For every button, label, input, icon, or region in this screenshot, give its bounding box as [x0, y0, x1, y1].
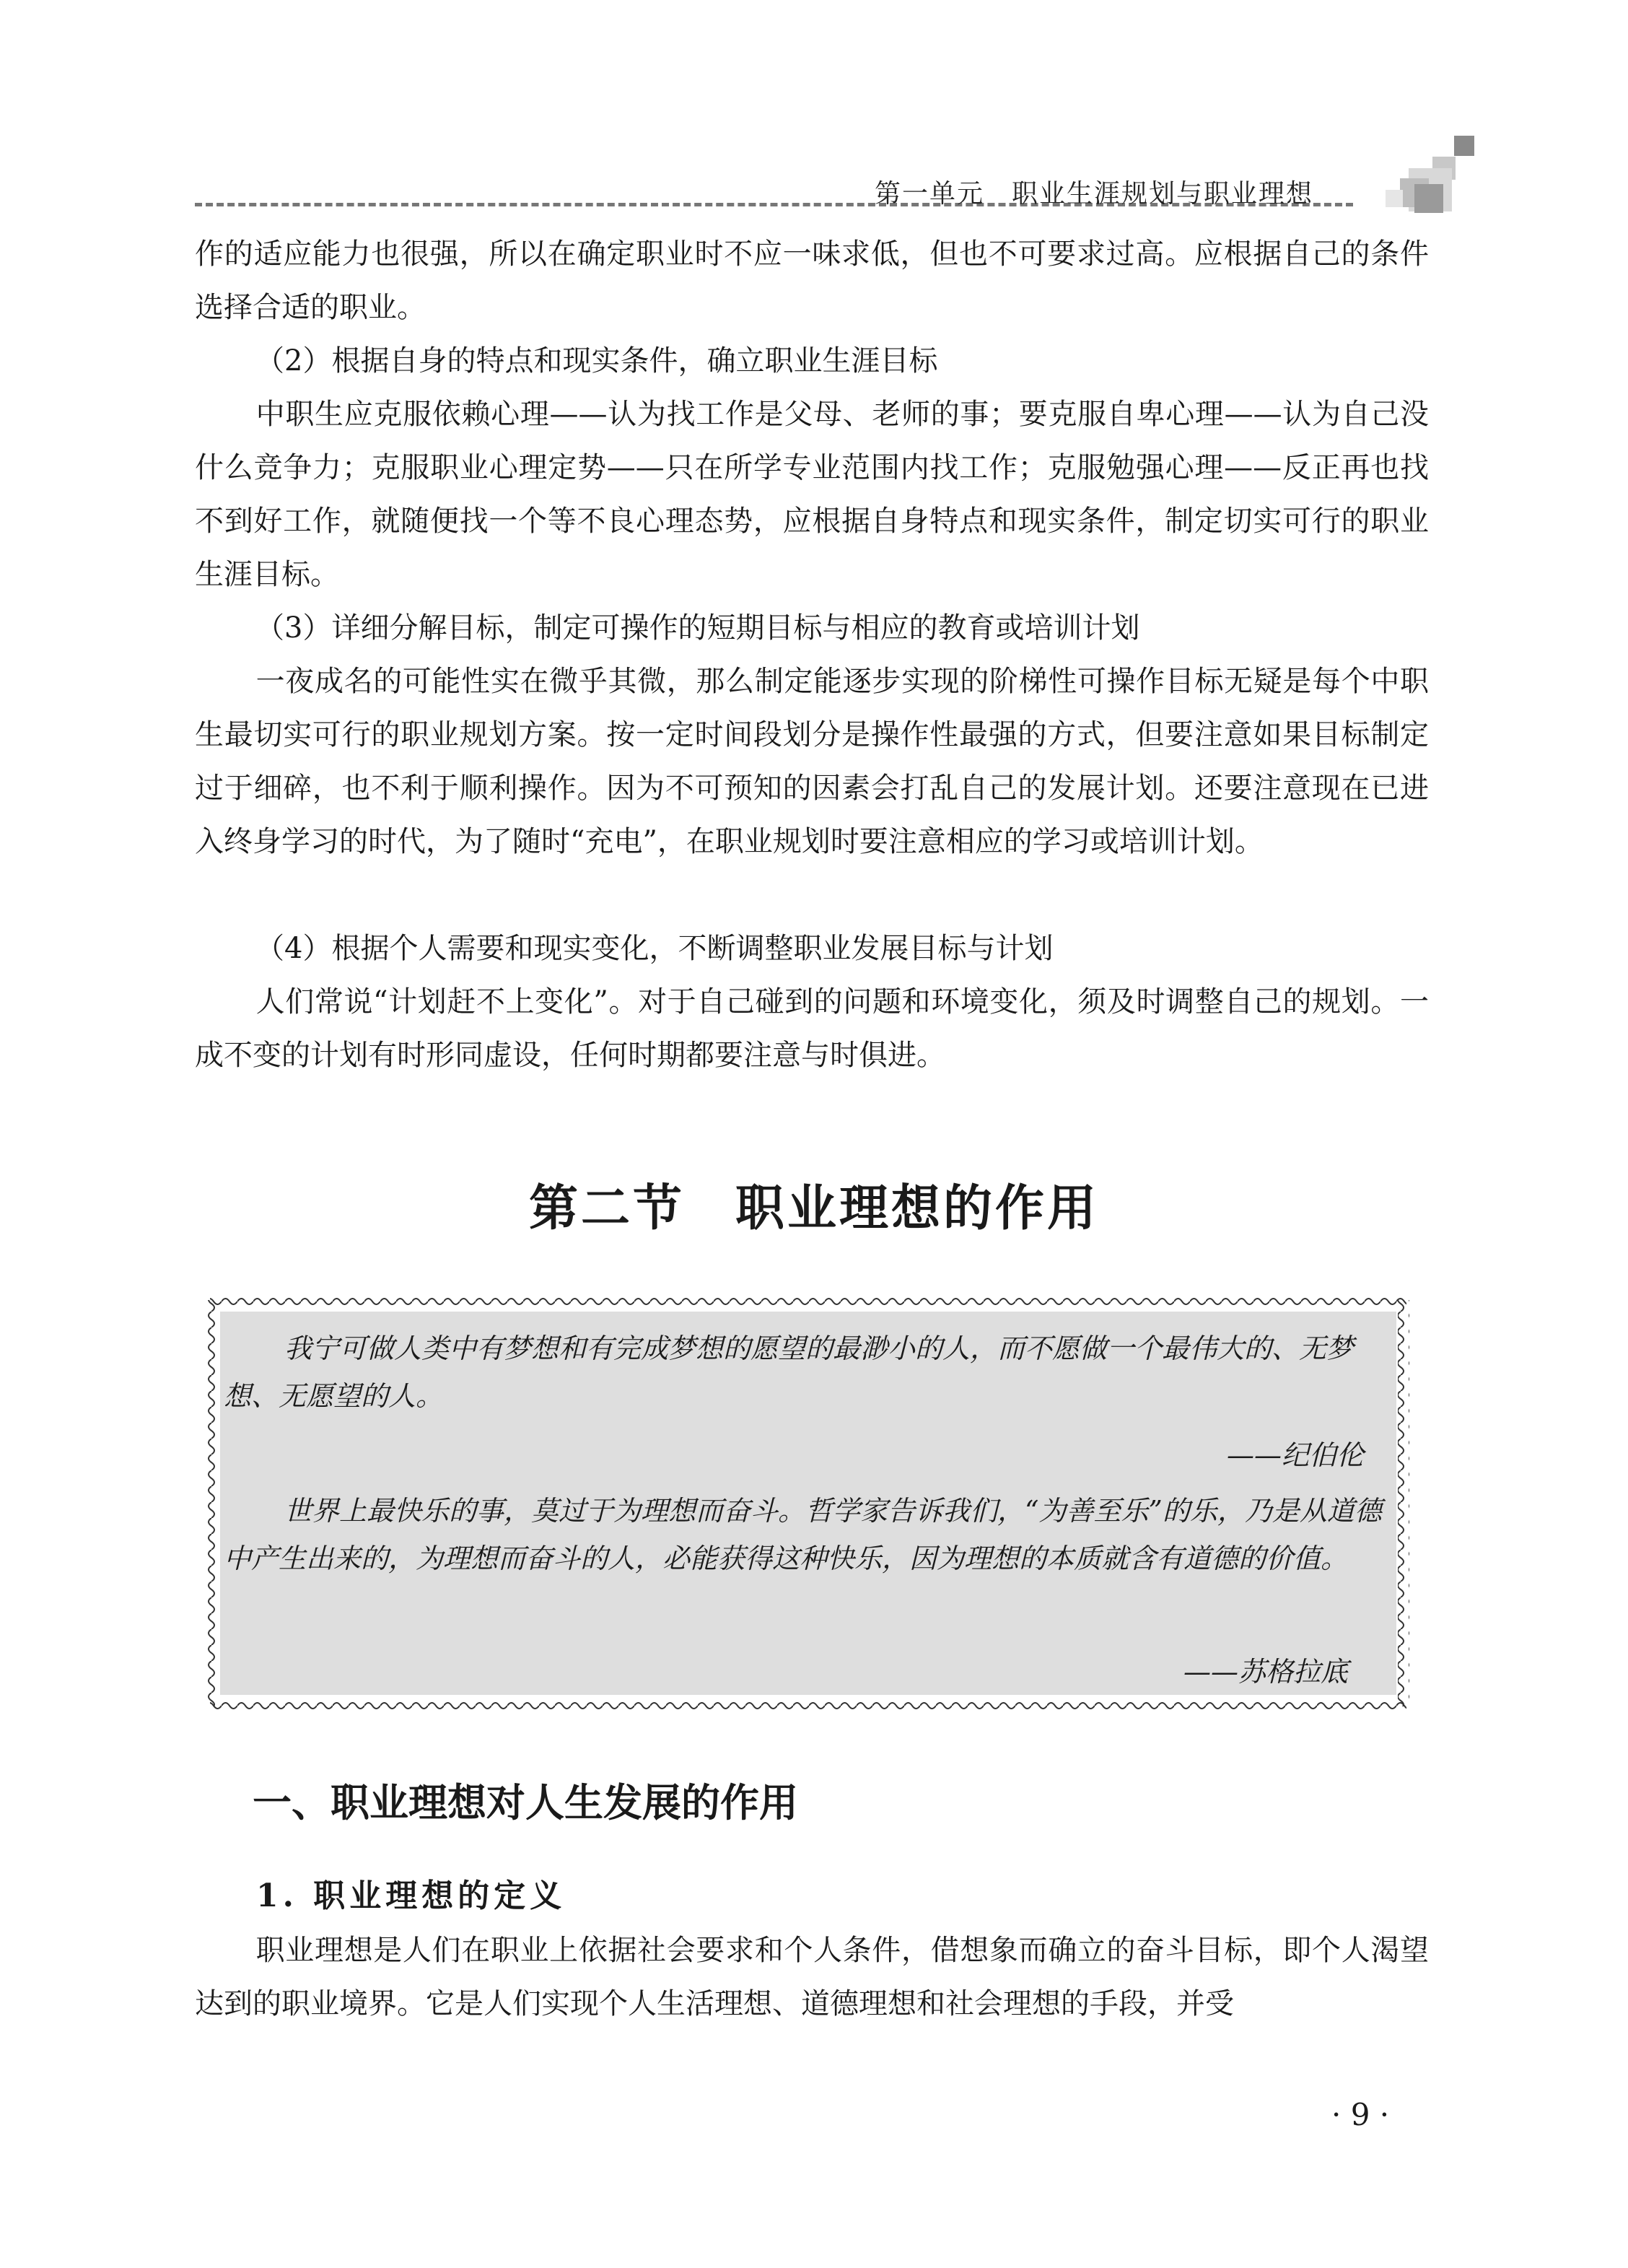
subsubsection-heading: 1. 职业理想的定义	[256, 1877, 566, 1914]
paragraph-definition: 职业理想是人们在职业上依据社会要求和个人条件，借想象而确立的奋斗目标，即个人渴望达到的职业境界。它是人们实现个人生活理想、道德理想和社会理想的手段，并受	[195, 1934, 1429, 2020]
paragraph-4: 人们常说“计划赶不上变化”。对于自己碰到的问题和环境变化，须及时调整自己的规划。一成不变的计划有时形同虚设，任何时期都要注意与时俱进。	[195, 985, 1429, 1072]
section-title: 职业理想的作用	[735, 1180, 1100, 1237]
section-heading	[0, 1169, 1628, 1239]
paragraph-2: 中职生应克服依赖心理——认为找工作是父母、老师的事；要克服自卑心理——认为自己没什么竞争力；克服职业心理定势——只在所学专业范围内找工作；克服勉强心理——反正再也找不到好工作，就随便找一个等不良心理态势，应根据自身特点和现实条件，制定切实可行的职业生涯目标。	[195, 398, 1429, 591]
subsection-heading: 一、职业理想对人生发展的作用	[253, 1780, 798, 1826]
quote-2-text: 世界上最快乐的事，莫过于为理想而奋斗。哲学家告诉我们，“为善至乐”的乐，乃是从道德中产生出来的，为理想而奋斗的人，必能获得这种快乐，因为理想的本质就含有道德的价值。	[224, 1495, 1382, 1574]
corner-decoration	[1357, 134, 1479, 227]
paragraph-3: 一夜成名的可能性实在微乎其微，那么制定能逐步实现的阶梯性可操作目标无疑是每个中职生最切实可行的职业规划方案。按一定时间段划分是操作性最强的方式，但要注意如果目标制定过于细碎，也不利于顺利操作。因为不可预知的因素会打乱自己的发展计划。还要注意现在已进入终身学习的时代，为了随时“充电”，在职业规划时要注意相应的学习或培训计划。	[195, 665, 1429, 858]
paragraph-continuation: 作的适应能力也很强，所以在确定职业时不应一味求低，但也不可要求过高。应根据自己的条件选择合适的职业。	[195, 237, 1429, 324]
running-header	[195, 134, 1422, 213]
list-heading-4: （4）根据个人需要和现实变化，不断调整职业发展目标与计划	[255, 932, 1054, 965]
list-heading-2: （2）根据自身的特点和现实条件，确立职业生涯目标	[255, 344, 938, 378]
section-number: 第二节	[528, 1180, 685, 1237]
page-number: · 9 ·	[1331, 2097, 1390, 2132]
list-heading-3: （3）详细分解目标，制定可操作的短期目标与相应的教育或培训计划	[255, 611, 1140, 645]
quote-1-text: 我宁可做人类中有梦想和有完成梦想的愿望的最渺小的人，而不愿做一个最伟大的、无梦想、无愿望的人。	[224, 1333, 1355, 1412]
quote-1-author: ——纪伯伦	[1227, 1439, 1365, 1471]
quote-2-author: ——苏格拉底	[1183, 1656, 1349, 1688]
running-title: 第一单元 职业生涯规划与职业理想	[874, 179, 1313, 209]
